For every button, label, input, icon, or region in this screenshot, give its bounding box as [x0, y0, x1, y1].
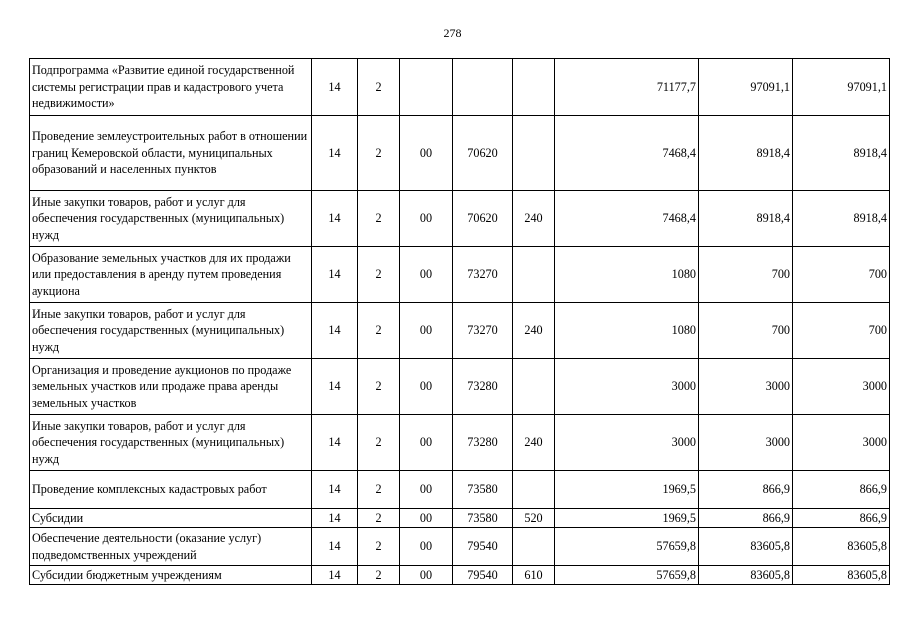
code-program: 00 — [400, 528, 453, 566]
amount-year-3: 8918,4 — [793, 116, 890, 191]
code-target: 70620 — [453, 116, 513, 191]
code-program: 00 — [400, 191, 453, 247]
row-name: Подпрограмма «Развитие единой государственной системы регистрации прав и кадастрового учета недвижимости» — [30, 59, 312, 116]
table-row — [30, 528, 890, 566]
code-expense-type — [513, 528, 555, 566]
amount-year-3: 83605,8 — [793, 566, 890, 585]
amount-year-1: 71177,7 — [555, 59, 699, 116]
code-subsection: 2 — [358, 509, 400, 528]
table-row — [30, 247, 890, 303]
amount-year-1: 1969,5 — [555, 471, 699, 509]
row-name: Субсидии — [30, 509, 312, 528]
code-program: 00 — [400, 116, 453, 191]
row-name: Иные закупки товаров, работ и услуг для обеспечения государственных (муниципальных) нужд — [30, 191, 312, 247]
code-subsection: 2 — [358, 116, 400, 191]
table-row — [30, 566, 890, 585]
code-target: 73280 — [453, 359, 513, 415]
budget-table — [29, 58, 890, 585]
row-name: Образование земельных участков для их продажи или предоставления в аренду путем проведения аукциона — [30, 247, 312, 303]
code-section: 14 — [312, 303, 358, 359]
code-section: 14 — [312, 191, 358, 247]
code-section: 14 — [312, 471, 358, 509]
amount-year-1: 7468,4 — [555, 116, 699, 191]
amount-year-2: 83605,8 — [699, 528, 793, 566]
table-row — [30, 509, 890, 528]
code-target: 73270 — [453, 247, 513, 303]
row-name: Организация и проведение аукционов по продаже земельных участков или продаже права аренды земельных участков — [30, 359, 312, 415]
row-name: Субсидии бюджетным учреждениям — [30, 566, 312, 585]
code-subsection: 2 — [358, 359, 400, 415]
code-program: 00 — [400, 566, 453, 585]
code-section: 14 — [312, 415, 358, 471]
code-subsection: 2 — [358, 528, 400, 566]
code-section: 14 — [312, 116, 358, 191]
row-name: Обеспечение деятельности (оказание услуг) подведомственных учреждений — [30, 528, 312, 566]
code-target: 70620 — [453, 191, 513, 247]
code-subsection: 2 — [358, 59, 400, 116]
code-target: 79540 — [453, 528, 513, 566]
code-subsection: 2 — [358, 471, 400, 509]
table-row — [30, 415, 890, 471]
table-row — [30, 116, 890, 191]
amount-year-2: 3000 — [699, 415, 793, 471]
code-expense-type — [513, 471, 555, 509]
amount-year-1: 57659,8 — [555, 528, 699, 566]
code-subsection: 2 — [358, 303, 400, 359]
amount-year-3: 3000 — [793, 359, 890, 415]
table-row — [30, 303, 890, 359]
code-expense-type: 240 — [513, 415, 555, 471]
code-target: 73580 — [453, 509, 513, 528]
code-subsection: 2 — [358, 415, 400, 471]
amount-year-2: 700 — [699, 247, 793, 303]
amount-year-1: 3000 — [555, 415, 699, 471]
code-target: 73280 — [453, 415, 513, 471]
amount-year-2: 3000 — [699, 359, 793, 415]
amount-year-3: 700 — [793, 247, 890, 303]
code-subsection: 2 — [358, 566, 400, 585]
code-section: 14 — [312, 528, 358, 566]
code-section: 14 — [312, 359, 358, 415]
code-expense-type — [513, 247, 555, 303]
amount-year-3: 866,9 — [793, 471, 890, 509]
amount-year-3: 700 — [793, 303, 890, 359]
code-program: 00 — [400, 247, 453, 303]
amount-year-1: 7468,4 — [555, 191, 699, 247]
amount-year-3: 8918,4 — [793, 191, 890, 247]
code-program: 00 — [400, 359, 453, 415]
amount-year-2: 700 — [699, 303, 793, 359]
amount-year-1: 1969,5 — [555, 509, 699, 528]
code-section: 14 — [312, 566, 358, 585]
code-expense-type — [513, 359, 555, 415]
amount-year-1: 1080 — [555, 247, 699, 303]
amount-year-3: 866,9 — [793, 509, 890, 528]
code-section: 14 — [312, 59, 358, 116]
amount-year-3: 97091,1 — [793, 59, 890, 116]
row-name: Иные закупки товаров, работ и услуг для обеспечения государственных (муниципальных) нужд — [30, 303, 312, 359]
page-number: 278 — [443, 26, 462, 40]
code-expense-type — [513, 59, 555, 116]
code-expense-type — [513, 116, 555, 191]
code-target: 79540 — [453, 566, 513, 585]
code-program: 00 — [400, 415, 453, 471]
table-row — [30, 59, 890, 116]
amount-year-3: 83605,8 — [793, 528, 890, 566]
amount-year-1: 57659,8 — [555, 566, 699, 585]
table-row — [30, 359, 890, 415]
code-expense-type: 520 — [513, 509, 555, 528]
code-target — [453, 59, 513, 116]
amount-year-1: 1080 — [555, 303, 699, 359]
amount-year-2: 83605,8 — [699, 566, 793, 585]
code-target: 73270 — [453, 303, 513, 359]
table-body — [30, 59, 890, 585]
code-subsection: 2 — [358, 247, 400, 303]
code-section: 14 — [312, 509, 358, 528]
amount-year-2: 866,9 — [699, 471, 793, 509]
amount-year-2: 8918,4 — [699, 116, 793, 191]
row-name: Проведение землеустроительных работ в отношении границ Кемеровской области, муниципальных образований и населенных пунктов — [30, 116, 312, 191]
amount-year-2: 97091,1 — [699, 59, 793, 116]
code-program: 00 — [400, 303, 453, 359]
code-expense-type: 610 — [513, 566, 555, 585]
amount-year-3: 3000 — [793, 415, 890, 471]
amount-year-2: 8918,4 — [699, 191, 793, 247]
code-program — [400, 59, 453, 116]
code-expense-type: 240 — [513, 303, 555, 359]
table-row — [30, 471, 890, 509]
code-section: 14 — [312, 247, 358, 303]
code-program: 00 — [400, 471, 453, 509]
code-target: 73580 — [453, 471, 513, 509]
amount-year-2: 866,9 — [699, 509, 793, 528]
amount-year-1: 3000 — [555, 359, 699, 415]
code-program: 00 — [400, 509, 453, 528]
row-name: Иные закупки товаров, работ и услуг для обеспечения государственных (муниципальных) нужд — [30, 415, 312, 471]
code-subsection: 2 — [358, 191, 400, 247]
code-expense-type: 240 — [513, 191, 555, 247]
table-row — [30, 191, 890, 247]
row-name: Проведение комплексных кадастровых работ — [30, 471, 312, 509]
